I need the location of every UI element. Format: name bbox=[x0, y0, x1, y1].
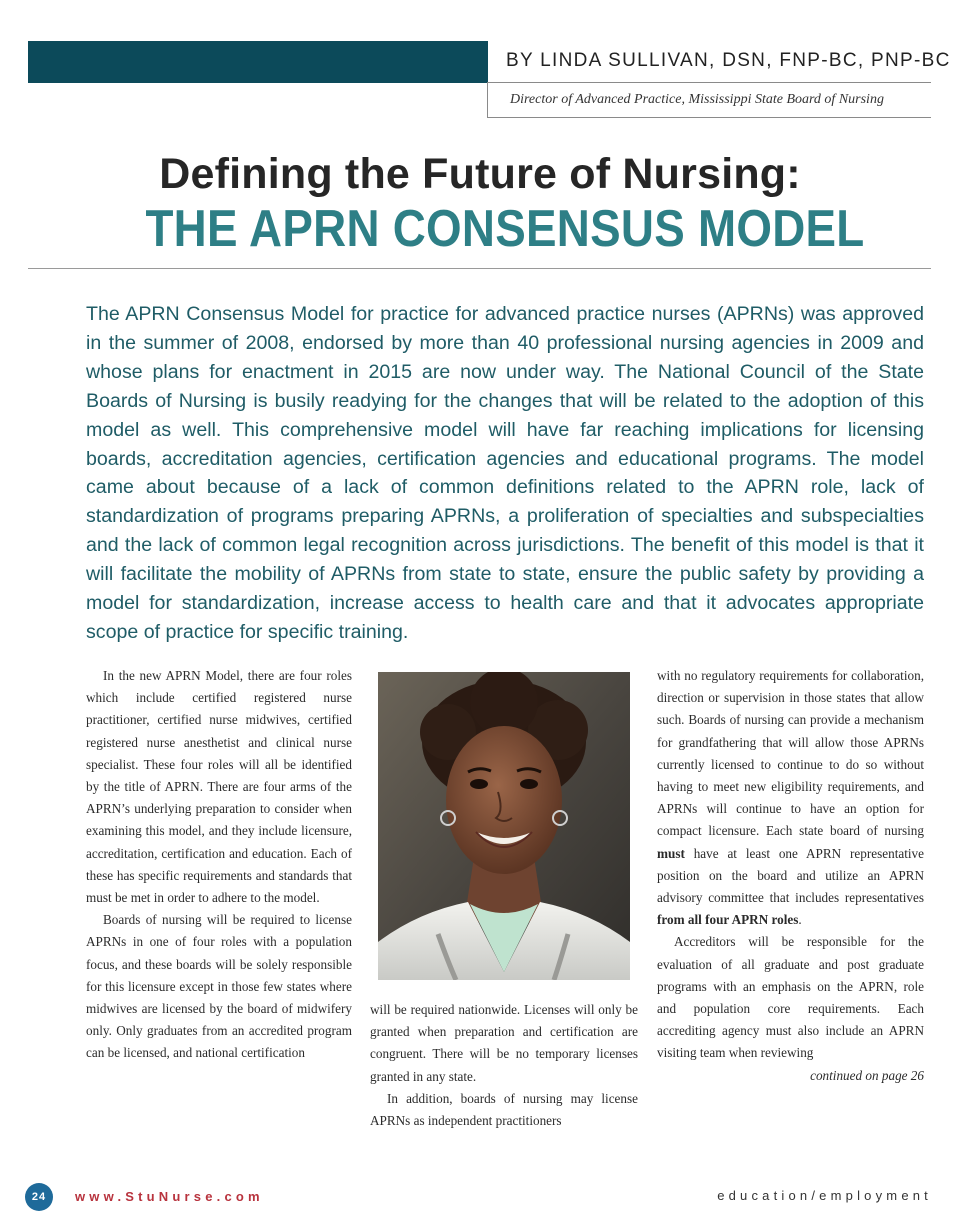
nurse-portrait-photo bbox=[378, 672, 630, 980]
article-subtitle: THE APRN CONSENSUS MODEL bbox=[145, 200, 865, 258]
body-paragraph: Accreditors will be responsible for the evaluation of all graduate and post graduate programs with an emphasis on the APRN, role and population core requirements. Each accrediting agency must also include an APRN visiting team when reviewing bbox=[657, 934, 924, 1061]
body-paragraph: In the new APRN Model, there are four roles which include certified registered nurse practitioner, certified nurse midwives, certified registered nurse anesthetist and clinical nurse specialist. These four roles will all be identified by the title of APRN. There are four arms of the APRN’s underlying preparation to consider when examining this model, and they include licensure, accreditation, certification and education. Each of these has specific requirements and standards that must be met in order to adhere to the model. bbox=[86, 668, 352, 906]
body-paragraph: Boards of nursing will be required to license APRNs in one of four roles with a population focus, and these boards will be solely responsible for this licensure except in those few states where midwives are licensed by the board of midwifery only. Only graduates from an accredited program can be licensed, and national certification bbox=[86, 912, 352, 1061]
header-accent-bar bbox=[28, 41, 488, 83]
article-title: Defining the Future of Nursing: bbox=[159, 150, 801, 198]
footer-section-label: education/employment bbox=[717, 1188, 932, 1203]
body-column-2 bbox=[370, 999, 638, 1132]
byline-divider bbox=[488, 82, 931, 83]
body-paragraph: will be required nationwide. Licenses will only be granted when preparation and certification are congruent. There will be no temporary licenses granted in any state. bbox=[370, 1002, 638, 1084]
page-number-badge: 24 bbox=[25, 1183, 53, 1211]
article-lede: The APRN Consensus Model for practice for advanced practice nurses (APRNs) was approved in the summer of 2008, endorsed by more than 40 professional nursing agencies in 2009 and whose plans for enactment in 2015 are now under way. The National Council of the State Boards of Nursing is busily readying for the changes that will be related to the adoption of this model as well. This comprehensive model will have far reaching implications for licensing boards, accreditation agencies, certification agencies and educational programs. The model came about because of a lack of common definitions related to the APRN role, lack of standardization of programs preparing APRNs, a proliferation of specialties and subspecialties and the lack of common legal recognition across jurisdictions. The benefit of this model is that it will facilitate the mobility of APRNs from state to state, ensure the public safety by providing a model for standardization, increase access to health care and that it advocates appropriate scope of practice for specific training. bbox=[86, 303, 924, 643]
body-paragraph: In addition, boards of nursing may license APRNs as independent practitioners bbox=[370, 1090, 638, 1129]
author-byline: BY LINDA SULLIVAN, DSN, FNP-BC, PNP-BC bbox=[506, 50, 951, 71]
body-paragraph: with no regulatory requirements for collaboration, direction or supervision in those states that allow such. Boards of nursing can provide a mechanism for grandfathering that will allow those APRNs currently licensed to continue to do so without having to meet new eligibility requirements, and APRNs will continue to have an option for compact licensure. Each state board of nursing must have at least one APRN representative position on the board and utilize an APRN advisory committee that includes representatives from all four APRN roles. bbox=[657, 668, 924, 928]
byline-divider-bottom bbox=[487, 117, 931, 118]
title-divider bbox=[28, 268, 931, 269]
footer-website-link[interactable]: www.StuNurse.com bbox=[75, 1189, 264, 1204]
body-column-1 bbox=[86, 665, 352, 1065]
author-title: Director of Advanced Practice, Mississippi State Board of Nursing bbox=[510, 92, 884, 107]
body-column-3 bbox=[657, 665, 924, 1087]
byline-divider-left bbox=[487, 82, 488, 118]
continued-note: continued on page 26 bbox=[810, 1067, 924, 1083]
